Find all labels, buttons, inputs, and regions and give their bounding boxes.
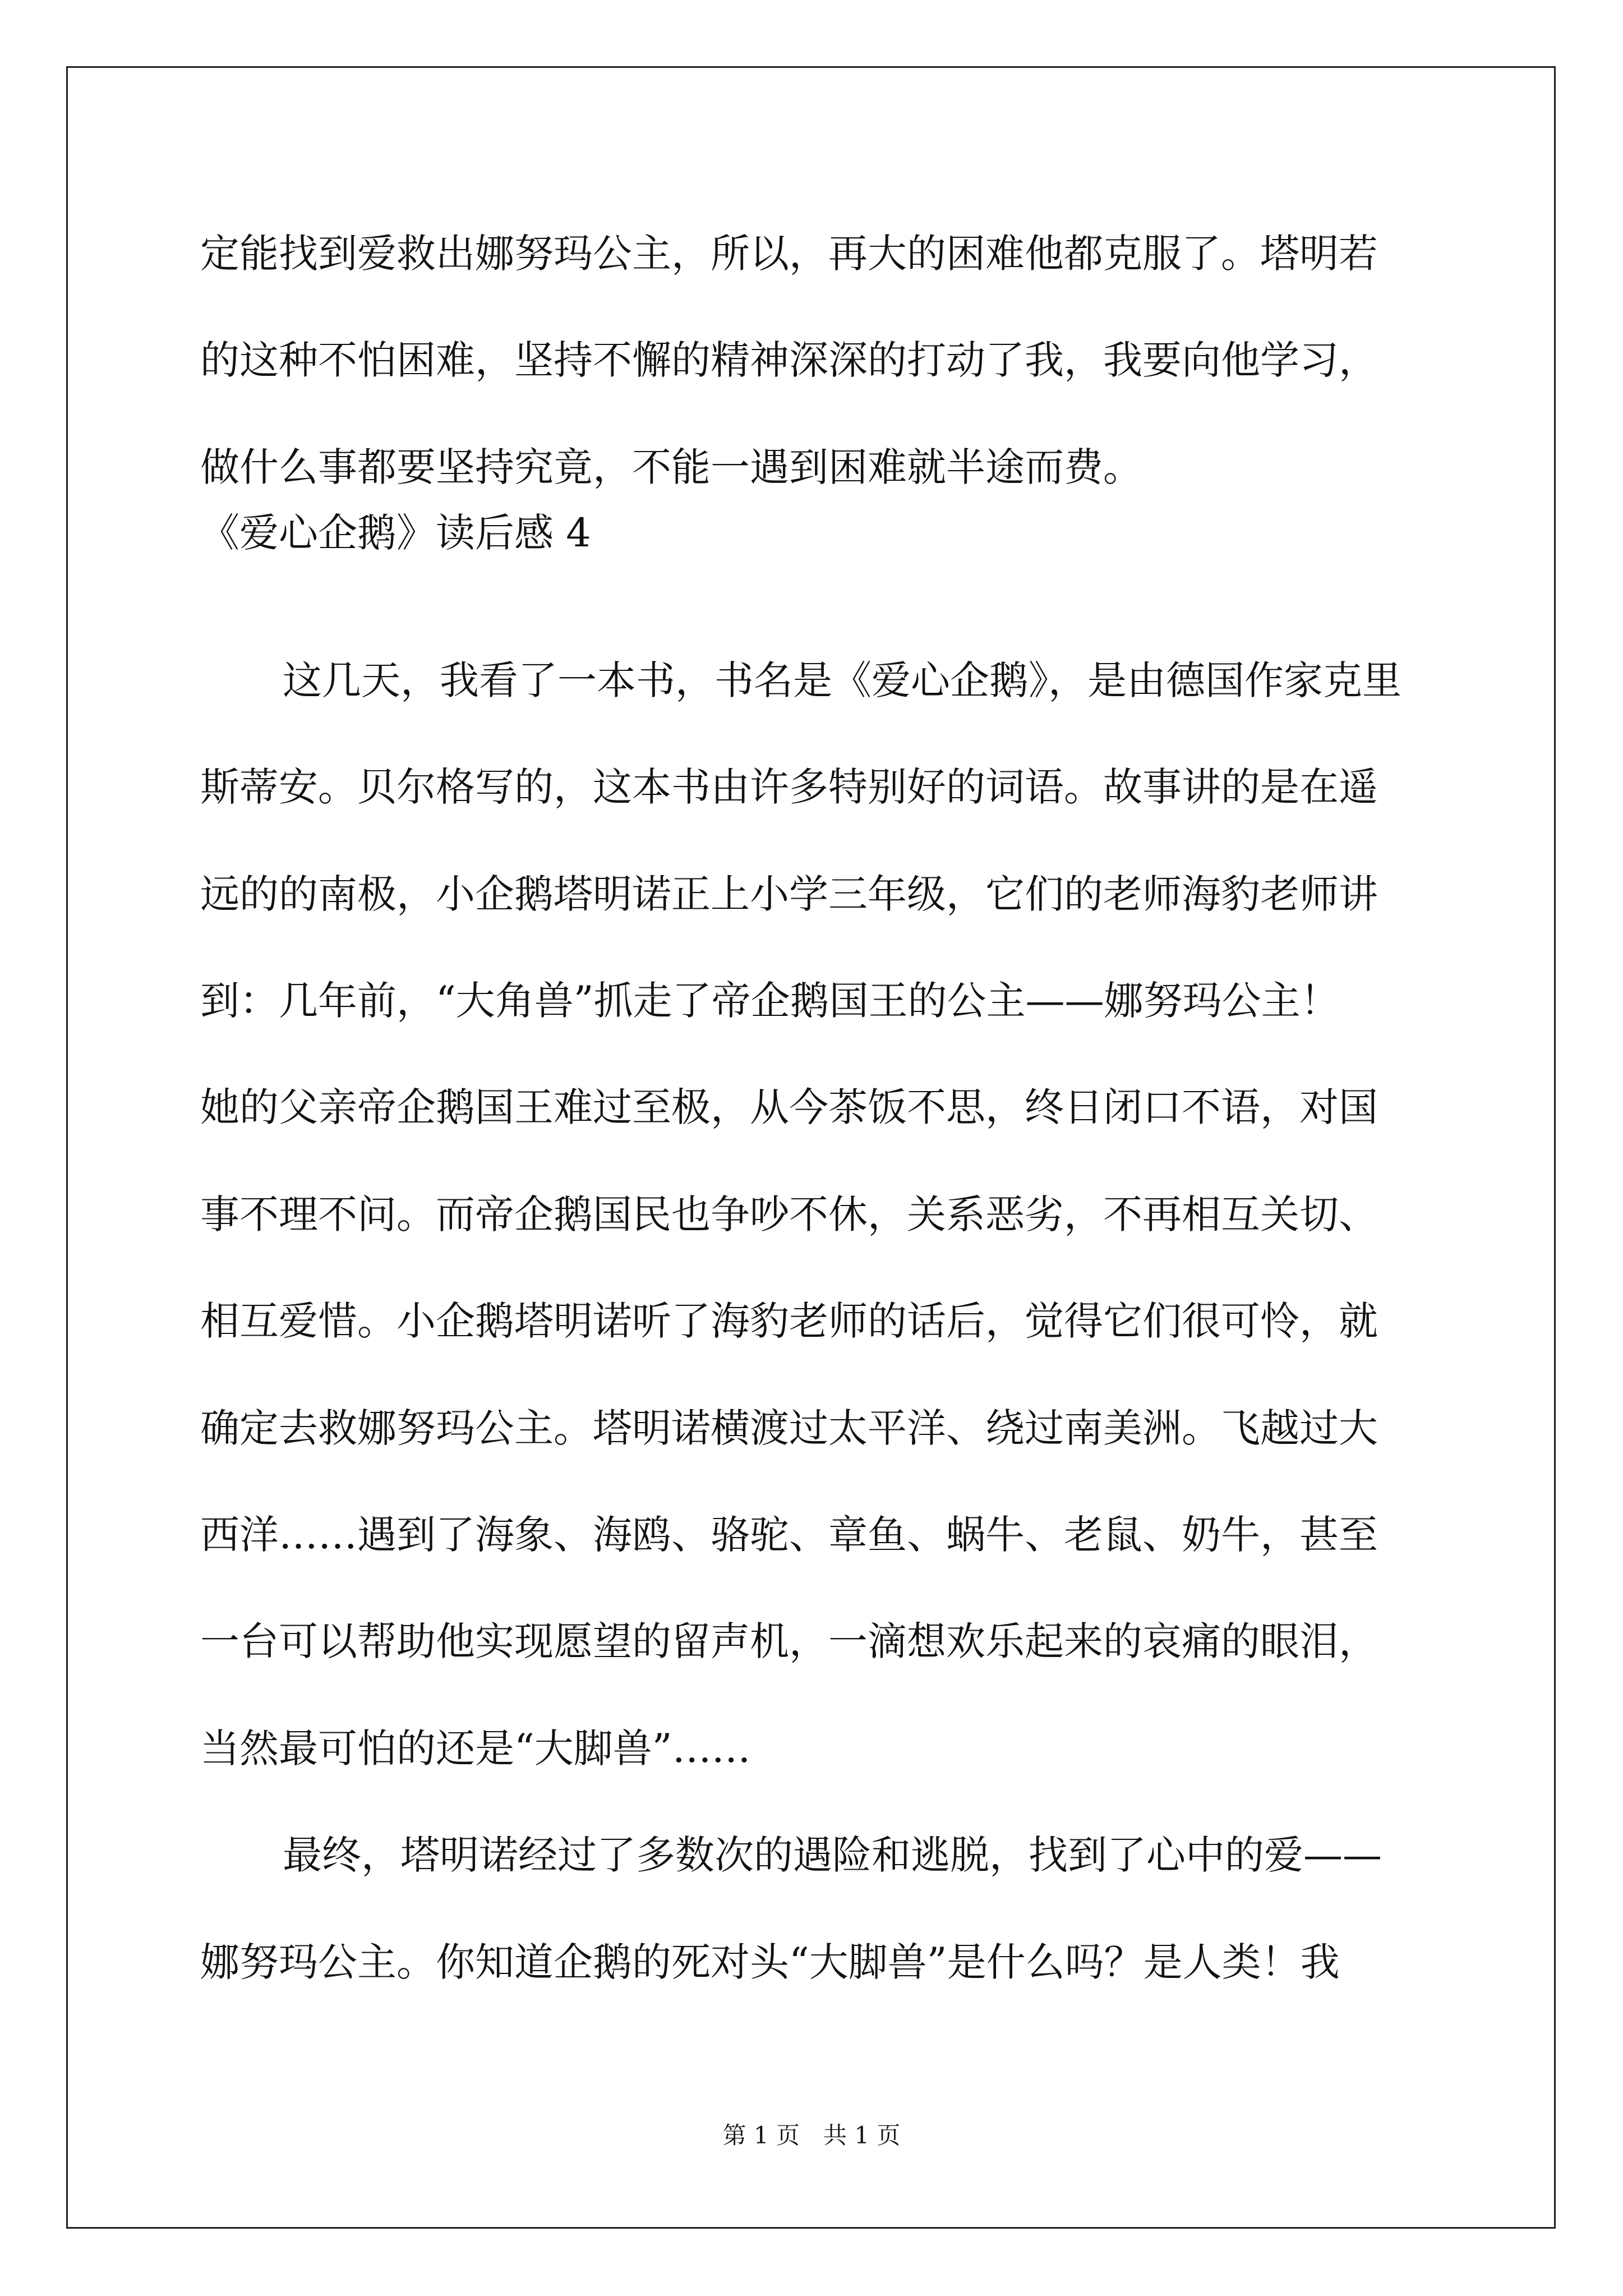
paragraph-line: 一台可以帮助他实现愿望的留声机，一滴想欢乐起来的哀痛的眼泪， bbox=[200, 1618, 1378, 1664]
paragraph-line: 娜努玛公主。你知道企鹅的死对头“大脚兽”是什么吗？是人类！我 bbox=[200, 1939, 1340, 1985]
paragraph-line: 做什么事都要坚持究竟，不能一遇到困难就半途而费。 bbox=[200, 444, 1142, 490]
paragraph-line: 她的父亲帝企鹅国王难过至极，从今茶饭不思，终日闭口不语，对国 bbox=[200, 1084, 1378, 1130]
paragraph-line: 当然最可怕的还是“大脚兽”…… bbox=[200, 1726, 751, 1772]
section-heading: 《爱心企鹅》读后感 4 bbox=[200, 510, 591, 556]
paragraph-line: 远的的南极，小企鹅塔明诺正上小学三年级，它们的老师海豹老师讲 bbox=[200, 871, 1378, 917]
paragraph-line: 相互爱惜。小企鹅塔明诺听了海豹老师的话后，觉得它们很可怜，就 bbox=[200, 1298, 1378, 1344]
paragraph-line: 到：几年前，“大角兽”抓走了帝企鹅国王的公主——娜努玛公主！ bbox=[200, 978, 1340, 1024]
paragraph-line: 事不理不问。而帝企鹅国民也争吵不休，关系恶劣，不再相互关切、 bbox=[200, 1191, 1378, 1237]
paragraph-line: 斯蒂安。贝尔格写的，这本书由许多特别好的词语。故事讲的是在遥 bbox=[200, 764, 1378, 810]
paragraph-line: 定能找到爱救出娜努玛公主，所以，再大的困难他都克服了。塔明若 bbox=[200, 231, 1378, 277]
page-border bbox=[66, 66, 1556, 2229]
page-number-footer: 第 1 页 共 1 页 bbox=[722, 2122, 901, 2149]
paragraph-line: 确定去救娜努玛公主。塔明诺横渡过太平洋、绕过南美洲。飞越过大 bbox=[200, 1405, 1378, 1451]
paragraph-line: 的这种不怕困难，坚持不懈的精神深深的打动了我，我要向他学习， bbox=[200, 337, 1378, 383]
paragraph-line: 西洋……遇到了海象、海鸥、骆驼、章鱼、蜗牛、老鼠、奶牛，甚至 bbox=[200, 1512, 1378, 1558]
paragraph-line: 这几天，我看了一本书，书名是《爱心企鹅》，是由德国作家克里 bbox=[283, 657, 1401, 703]
paragraph-line: 最终，塔明诺经过了多数次的遇险和逃脱，找到了心中的爱—— bbox=[283, 1832, 1382, 1878]
